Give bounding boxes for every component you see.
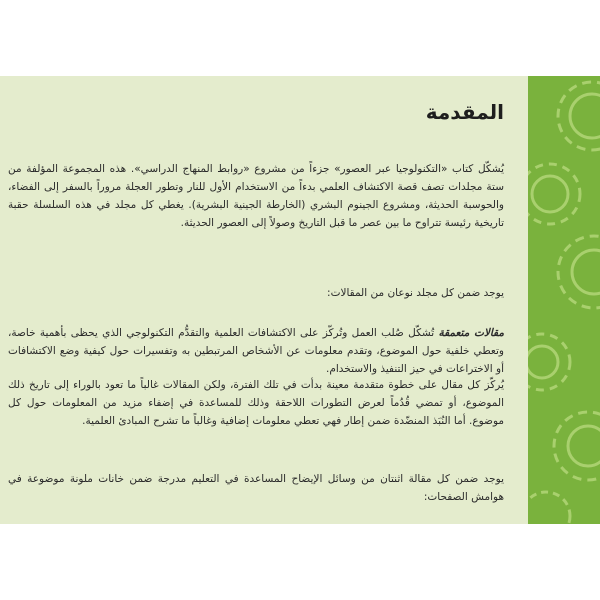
learning-aids-paragraph: يوجد ضمن كل مقالة اثنتان من وسائل الإيضاح المساعدة في التعليم مدرجة ضمن خانات ملونة موضوعة في هوامش الصفحات:	[8, 473, 504, 503]
page-title: المقدمة	[425, 100, 504, 124]
book-page	[0, 76, 600, 524]
feature-articles-description: تُشكّل صُلب العمل وتُركّز على الاكتشافات العلمية والتقدُّم التكنولوجي الذي يحظى بأهمية خاصة، وتعطي خلفية حول الموضوع، وتقدم معلومات عن الأشخاص المرتبطين به وتفسيرات حول كيفية وضع الاكتشافات أو الاختراعات في حيز التنفيذ والاستخدام.	[8, 327, 504, 375]
page-content	[0, 76, 522, 524]
gears-icon	[528, 76, 600, 524]
intro-paragraph: يُشكّل كتاب «التكنولوجيا عبر العصور» جزءاً من مشروع «روابط المنهاج الدراسي». هذه المجموعة المؤلفة من ستة مجلدات تصف قصة الاكتشاف العلمي بدءاً من الاستخدام الأول للنار وتطور العجلة مروراً بالسفر إلى الفضاء، والحوسبة الحديثة، ومشروع الجينوم البشري (الخارطة الجينية البشرية). يغطي كل مجلد في هذه السلسلة حقبة تاريخية رئيسة تتراوح ما بين عصر ما قبل التاريخ وصولاً إلى العصور الحديثة.	[8, 163, 504, 229]
focus-paragraph: يُركّز كل مقال على خطوة متقدمة معينة بدأت في تلك الفترة، ولكن المقالات غالباً ما تعود بالوراء إلى تاريخ ذلك الموضوع، أو تمضي قُدُماً لعرض التطورات اللاحقة وذلك للمساعدة في إضفاء مزيد من المعلومات حول كل موضوع. أما النُبَذ المنضّدة ضمن إطار فهي تعطي معلومات إضافية وغالباً ما تشرح المبادئ العلمية.	[8, 379, 504, 427]
article-types-intro: يوجد ضمن كل مجلد نوعان من المقالات:	[327, 287, 504, 299]
side-band	[528, 76, 600, 524]
feature-articles-term: مقالات متعمقة	[438, 327, 504, 339]
feature-articles-paragraph	[8, 324, 504, 378]
